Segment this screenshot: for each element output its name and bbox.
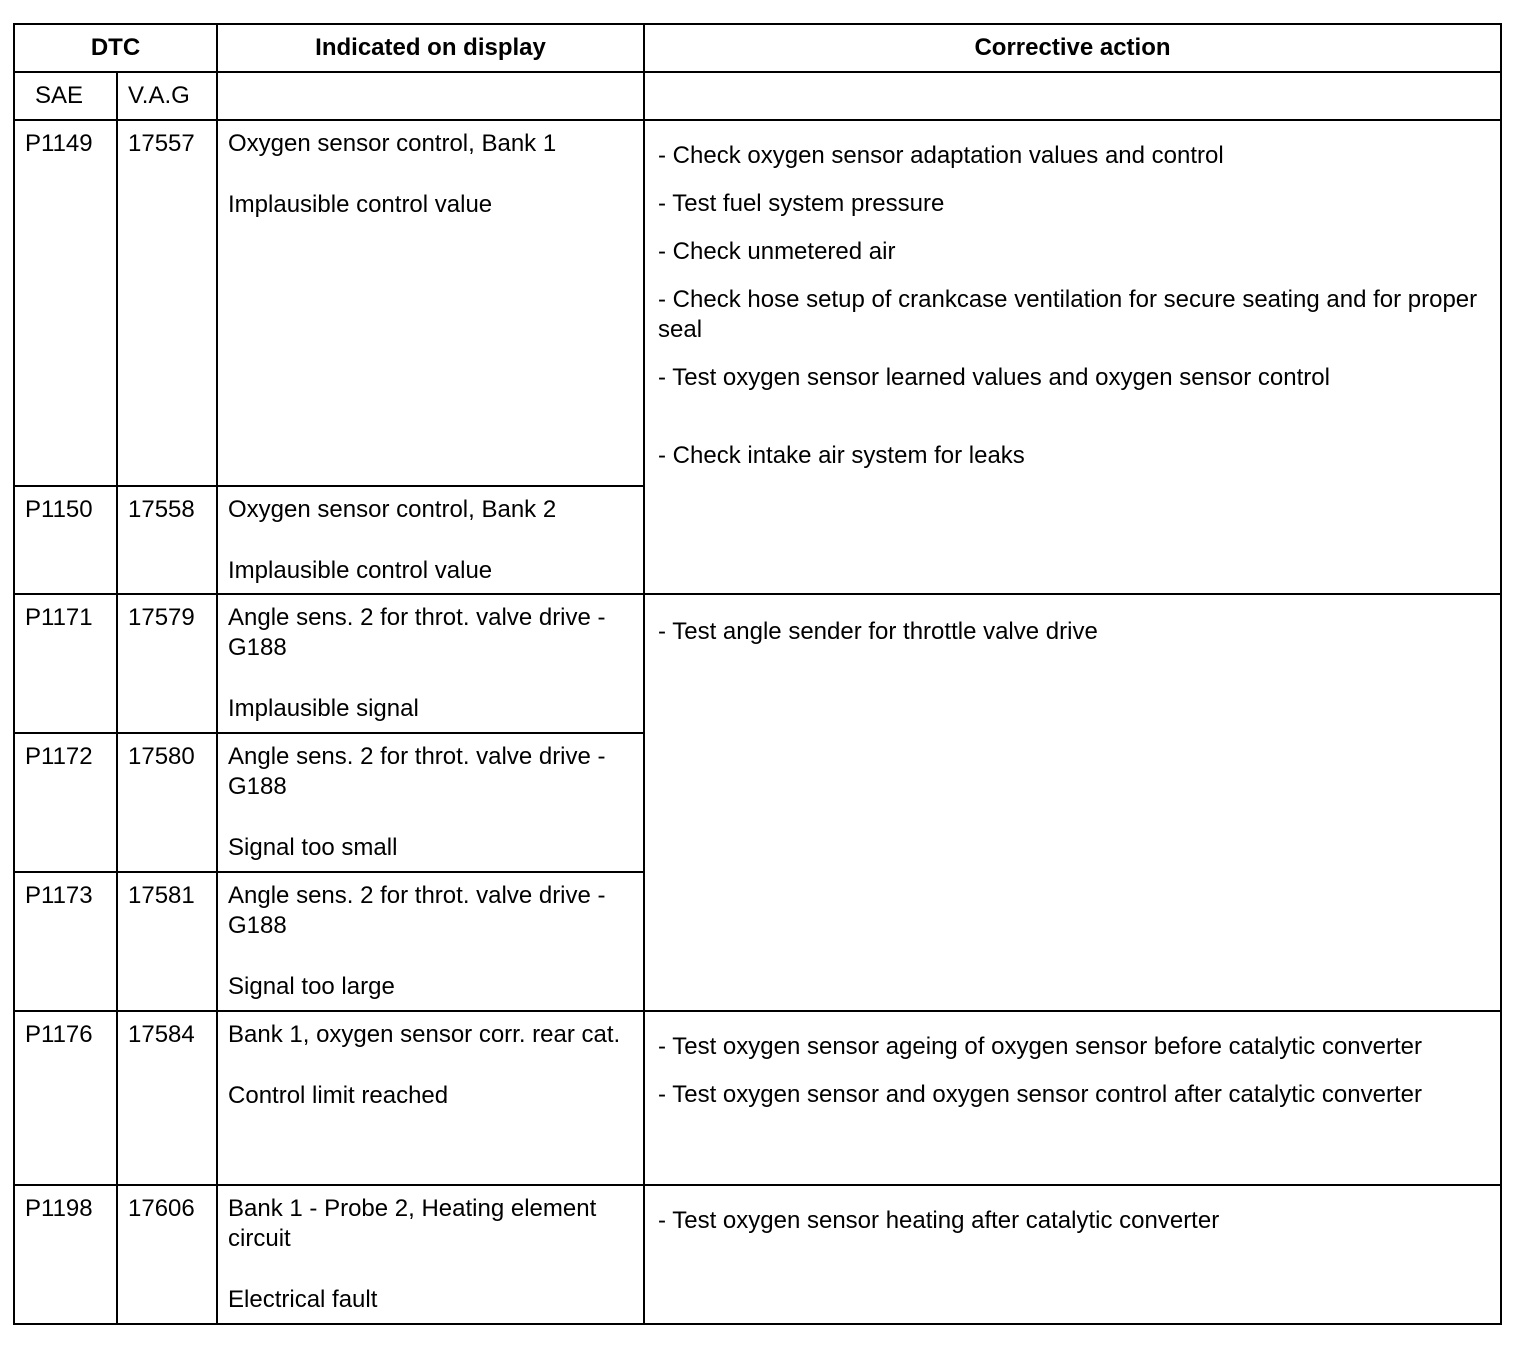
display-title: Bank 1, oxygen sensor corr. rear cat. <box>228 1021 621 1048</box>
vag-code: 17557 <box>117 120 217 486</box>
display-detail: Control limit reached <box>228 1082 449 1109</box>
display-text <box>217 1185 644 1324</box>
display-title: Oxygen sensor control, Bank 2 <box>228 496 557 523</box>
action-item: - Check hose setup of crankcase ventilation for secure seating and for proper seal <box>658 286 1478 343</box>
display-detail: Implausible signal <box>228 695 419 722</box>
display-text <box>217 872 644 1011</box>
display-detail: Implausible control value <box>228 191 493 218</box>
corrective-action-cell <box>644 1011 1501 1185</box>
header-vag: V.A.G <box>117 72 217 120</box>
subheader-empty-action <box>644 72 1501 120</box>
table-row <box>14 594 1501 733</box>
display-title: Bank 1 - Probe 2, Heating element circuit <box>228 1195 597 1252</box>
action-item: - Test oxygen sensor ageing of oxygen sensor before catalytic converter <box>658 1033 1422 1060</box>
vag-code: 17581 <box>117 872 217 1011</box>
header-display: Indicated on display <box>217 24 644 72</box>
sae-code: P1173 <box>14 872 117 1011</box>
display-text <box>217 120 644 486</box>
sae-code: P1149 <box>14 120 117 486</box>
subheader-empty-display <box>217 72 644 120</box>
action-item: - Check oxygen sensor adaptation values and control <box>658 142 1224 169</box>
vag-code: 17558 <box>117 486 217 594</box>
corrective-action-cell <box>644 120 1501 594</box>
display-title: Angle sens. 2 for throt. valve drive -G188 <box>228 604 606 661</box>
sae-code: P1172 <box>14 733 117 872</box>
vag-code: 17580 <box>117 733 217 872</box>
corrective-action-cell <box>644 1185 1501 1324</box>
action-item: - Test oxygen sensor heating after catalytic converter <box>658 1207 1220 1234</box>
display-title: Oxygen sensor control, Bank 1 <box>228 130 557 157</box>
action-item: - Test angle sender for throttle valve drive <box>658 618 1098 645</box>
display-text <box>217 733 644 872</box>
sae-code: P1176 <box>14 1011 117 1185</box>
display-title: Angle sens. 2 for throt. valve drive -G188 <box>228 882 606 939</box>
header-action: Corrective action <box>644 24 1501 72</box>
sae-code: P1150 <box>14 486 117 594</box>
sae-code: P1198 <box>14 1185 117 1324</box>
display-detail: Electrical fault <box>228 1286 378 1313</box>
display-text <box>217 486 644 594</box>
header-row <box>14 24 1501 72</box>
action-item: - Test oxygen sensor learned values and oxygen sensor control <box>658 364 1330 391</box>
display-title: Angle sens. 2 for throt. valve drive -G188 <box>228 743 606 800</box>
display-text <box>217 1011 644 1185</box>
action-item: - Test oxygen sensor and oxygen sensor control after catalytic converter <box>658 1081 1422 1108</box>
subheader-row <box>14 72 1501 120</box>
vag-code: 17579 <box>117 594 217 733</box>
display-detail: Implausible control value <box>228 557 493 584</box>
action-item: - Check intake air system for leaks <box>658 442 1025 469</box>
display-detail: Signal too small <box>228 834 398 861</box>
display-detail: Signal too large <box>228 973 395 1000</box>
sae-code: P1171 <box>14 594 117 733</box>
table-row <box>14 120 1501 486</box>
header-sae: SAE <box>14 72 117 120</box>
display-text <box>217 594 644 733</box>
table-row <box>14 1011 1501 1185</box>
corrective-action-cell <box>644 594 1501 1011</box>
action-item: - Test fuel system pressure <box>658 190 945 217</box>
vag-code: 17606 <box>117 1185 217 1324</box>
dtc-table <box>13 23 1502 1325</box>
vag-code: 17584 <box>117 1011 217 1185</box>
header-dtc: DTC <box>14 24 217 72</box>
table-row <box>14 1185 1501 1324</box>
action-item: - Check unmetered air <box>658 238 896 265</box>
